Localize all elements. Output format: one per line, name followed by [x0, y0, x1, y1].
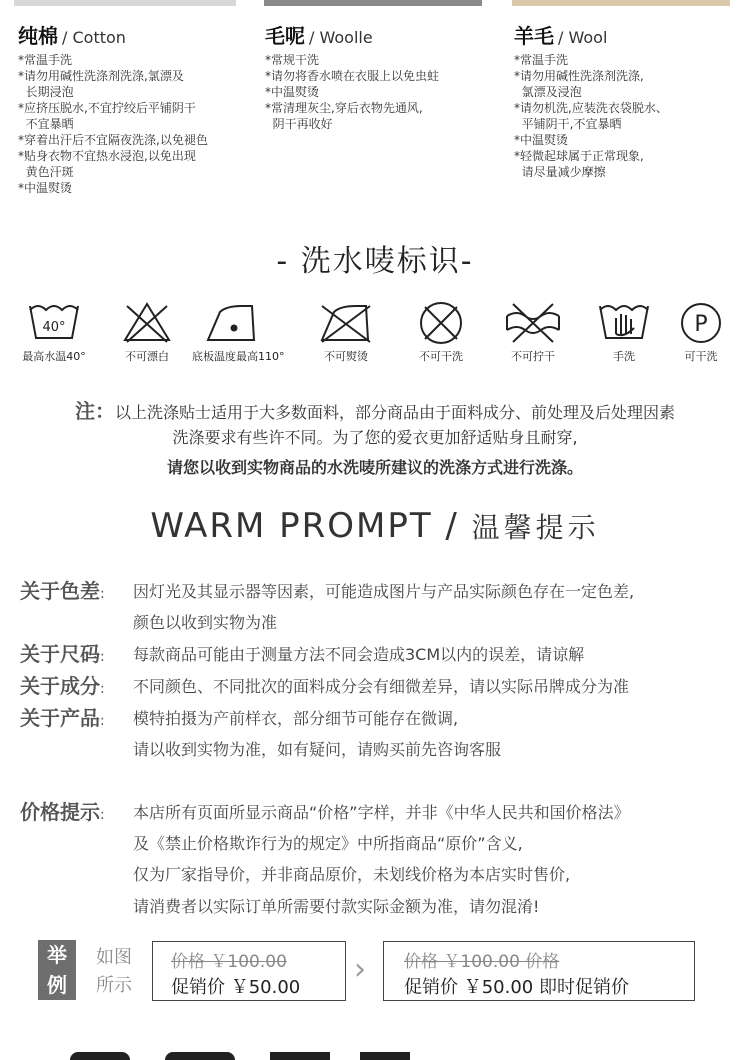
wash-icon-item: 不可漂白: [107, 298, 187, 364]
care-note-line2: 洗涤要求有些许不同。为了您的爱衣更加舒适贴身且耐穿,: [172, 428, 578, 447]
prompt-text: 因灯光及其显示器等因素，可能造成图片与产品实际颜色存在一定色差,: [133, 582, 635, 601]
prompt-text: 模特拍摄为产前样衣，部分细节可能存在微调,: [133, 709, 459, 728]
wash-icon-item: 不可熨烫: [306, 298, 386, 364]
wash-icon-item: 不可拧干: [493, 298, 573, 364]
original-price-strike: 价格 ￥100.00: [171, 952, 287, 972]
prompt-title-product: 关于产品:: [20, 706, 105, 730]
promo-price: 促销价 ￥50.00: [171, 977, 301, 998]
fabric-title-cotton: 纯棉 / Cotton: [18, 24, 126, 48]
fabric-tips-cotton: *常温手洗 *请勿用碱性洗涤剂洗涤,氯漂及 长期浸泡 *应挤压脱水,不宜拧绞后平铺阴干 不宜暴晒 *穿着出汗后不宜隔夜洗涤,以免褪色 *贴身衣物不宜热水浸泡,以免出现 黄色汗斑 *中温熨烫: [18, 53, 208, 195]
wash-icon-item: 不可干洗: [401, 298, 481, 364]
no-dry-clean-icon: [411, 298, 471, 346]
wash-icon-item: 40° 最高水温40°: [14, 298, 94, 364]
price-tip-text: 仅为厂家指导价，并非商品原价，未划线价格为本店实时售价,: [133, 865, 571, 884]
wash-icon-item: 底板温度最高110°: [192, 298, 272, 364]
wash-icon-item: 手洗: [584, 298, 664, 364]
care-note-line1: 注：以上洗涤贴士适用于大多数面料，部分商品由于面料成分、前处理及后处理因素: [74, 399, 675, 423]
prompt-title-size: 关于尺码:: [20, 642, 105, 666]
prompt-text: 颜色以收到实物为准: [133, 613, 278, 632]
price-tip-text: 及《禁止价格欺诈行为的规定》中所指商品“原价”含义,: [133, 834, 523, 853]
example-tag: 举 例: [38, 940, 76, 1000]
no-bleach-icon: [117, 298, 177, 346]
fabric-tips-woolle: *常规干洗 *请勿将香水喷在衣服上以免虫蛀 *中温熨烫 *常清理灰尘,穿后衣物先通风, 阴干再收好: [265, 53, 440, 131]
example-caption: 如图 所示: [96, 947, 132, 996]
no-iron-icon: [316, 298, 376, 346]
prompt-title-color: 关于色差:: [20, 579, 105, 603]
warm-prompt-title: WARM PROMPT / 温馨提示: [150, 506, 600, 546]
cotton-photo-strip: [14, 0, 236, 6]
wash-40-icon: [24, 298, 84, 346]
price-tip-title: 价格提示:: [20, 800, 105, 824]
fabric-title-woolle: 毛呢 / Woolle: [265, 24, 373, 48]
next-section-heading-cropped: [70, 1052, 410, 1060]
prompt-text: 不同颜色、不同批次的面料成分会有细微差异，请以实际吊牌成分为准: [133, 677, 630, 696]
wash-label-title: - 洗水唛标识-: [276, 244, 474, 279]
hand-wash-icon: [594, 298, 654, 346]
price-tip-text: 本店所有页面所显示商品“价格”字样，并非《中华人民共和国价格法》: [133, 803, 630, 822]
care-note-line3: 请您以收到实物商品的水洗唛所建议的洗涤方式进行洗涤。: [166, 458, 583, 477]
promo-price: 促销价 ￥50.00 即时促销价: [404, 977, 629, 998]
price-tip-text: 请消费者以实际订单所需要付款实际金额为准，请勿混淆!: [133, 897, 540, 916]
prompt-title-material: 关于成分:: [20, 674, 105, 698]
woolle-photo-strip: [264, 0, 482, 6]
iron-110-icon: [202, 298, 262, 346]
svg-text:40°: 40°: [42, 320, 66, 335]
price-example-box-1: [152, 941, 346, 1001]
no-wring-icon: [503, 298, 563, 346]
svg-text:P: P: [694, 312, 708, 337]
dry-clean-p-icon: [671, 298, 731, 346]
fabric-tips-wool: *常温手洗 *请勿用碱性洗涤剂洗涤, 氯漂及浸泡 *请勿机洗,应装洗衣袋脱水、 平铺阴干,不宜暴晒 *中温熨烫 *轻微起球属于正常现象, 请尽量减少摩擦: [514, 53, 668, 179]
wash-icon-item: P 可干洗: [661, 298, 741, 364]
original-price-strike: 价格 ￥100.00 价格: [404, 952, 560, 972]
prompt-text: 请以收到实物为准，如有疑问，请购买前先咨询客服: [133, 740, 502, 759]
prompt-text: 每款商品可能由于测量方法不同会造成3CM以内的误差，请谅解: [133, 645, 585, 664]
wool-photo-strip: [512, 0, 730, 6]
fabric-title-wool: 羊毛 / Wool: [514, 24, 608, 48]
price-example-box-2: [383, 941, 695, 1001]
arrow-right-icon: ›: [354, 952, 366, 987]
